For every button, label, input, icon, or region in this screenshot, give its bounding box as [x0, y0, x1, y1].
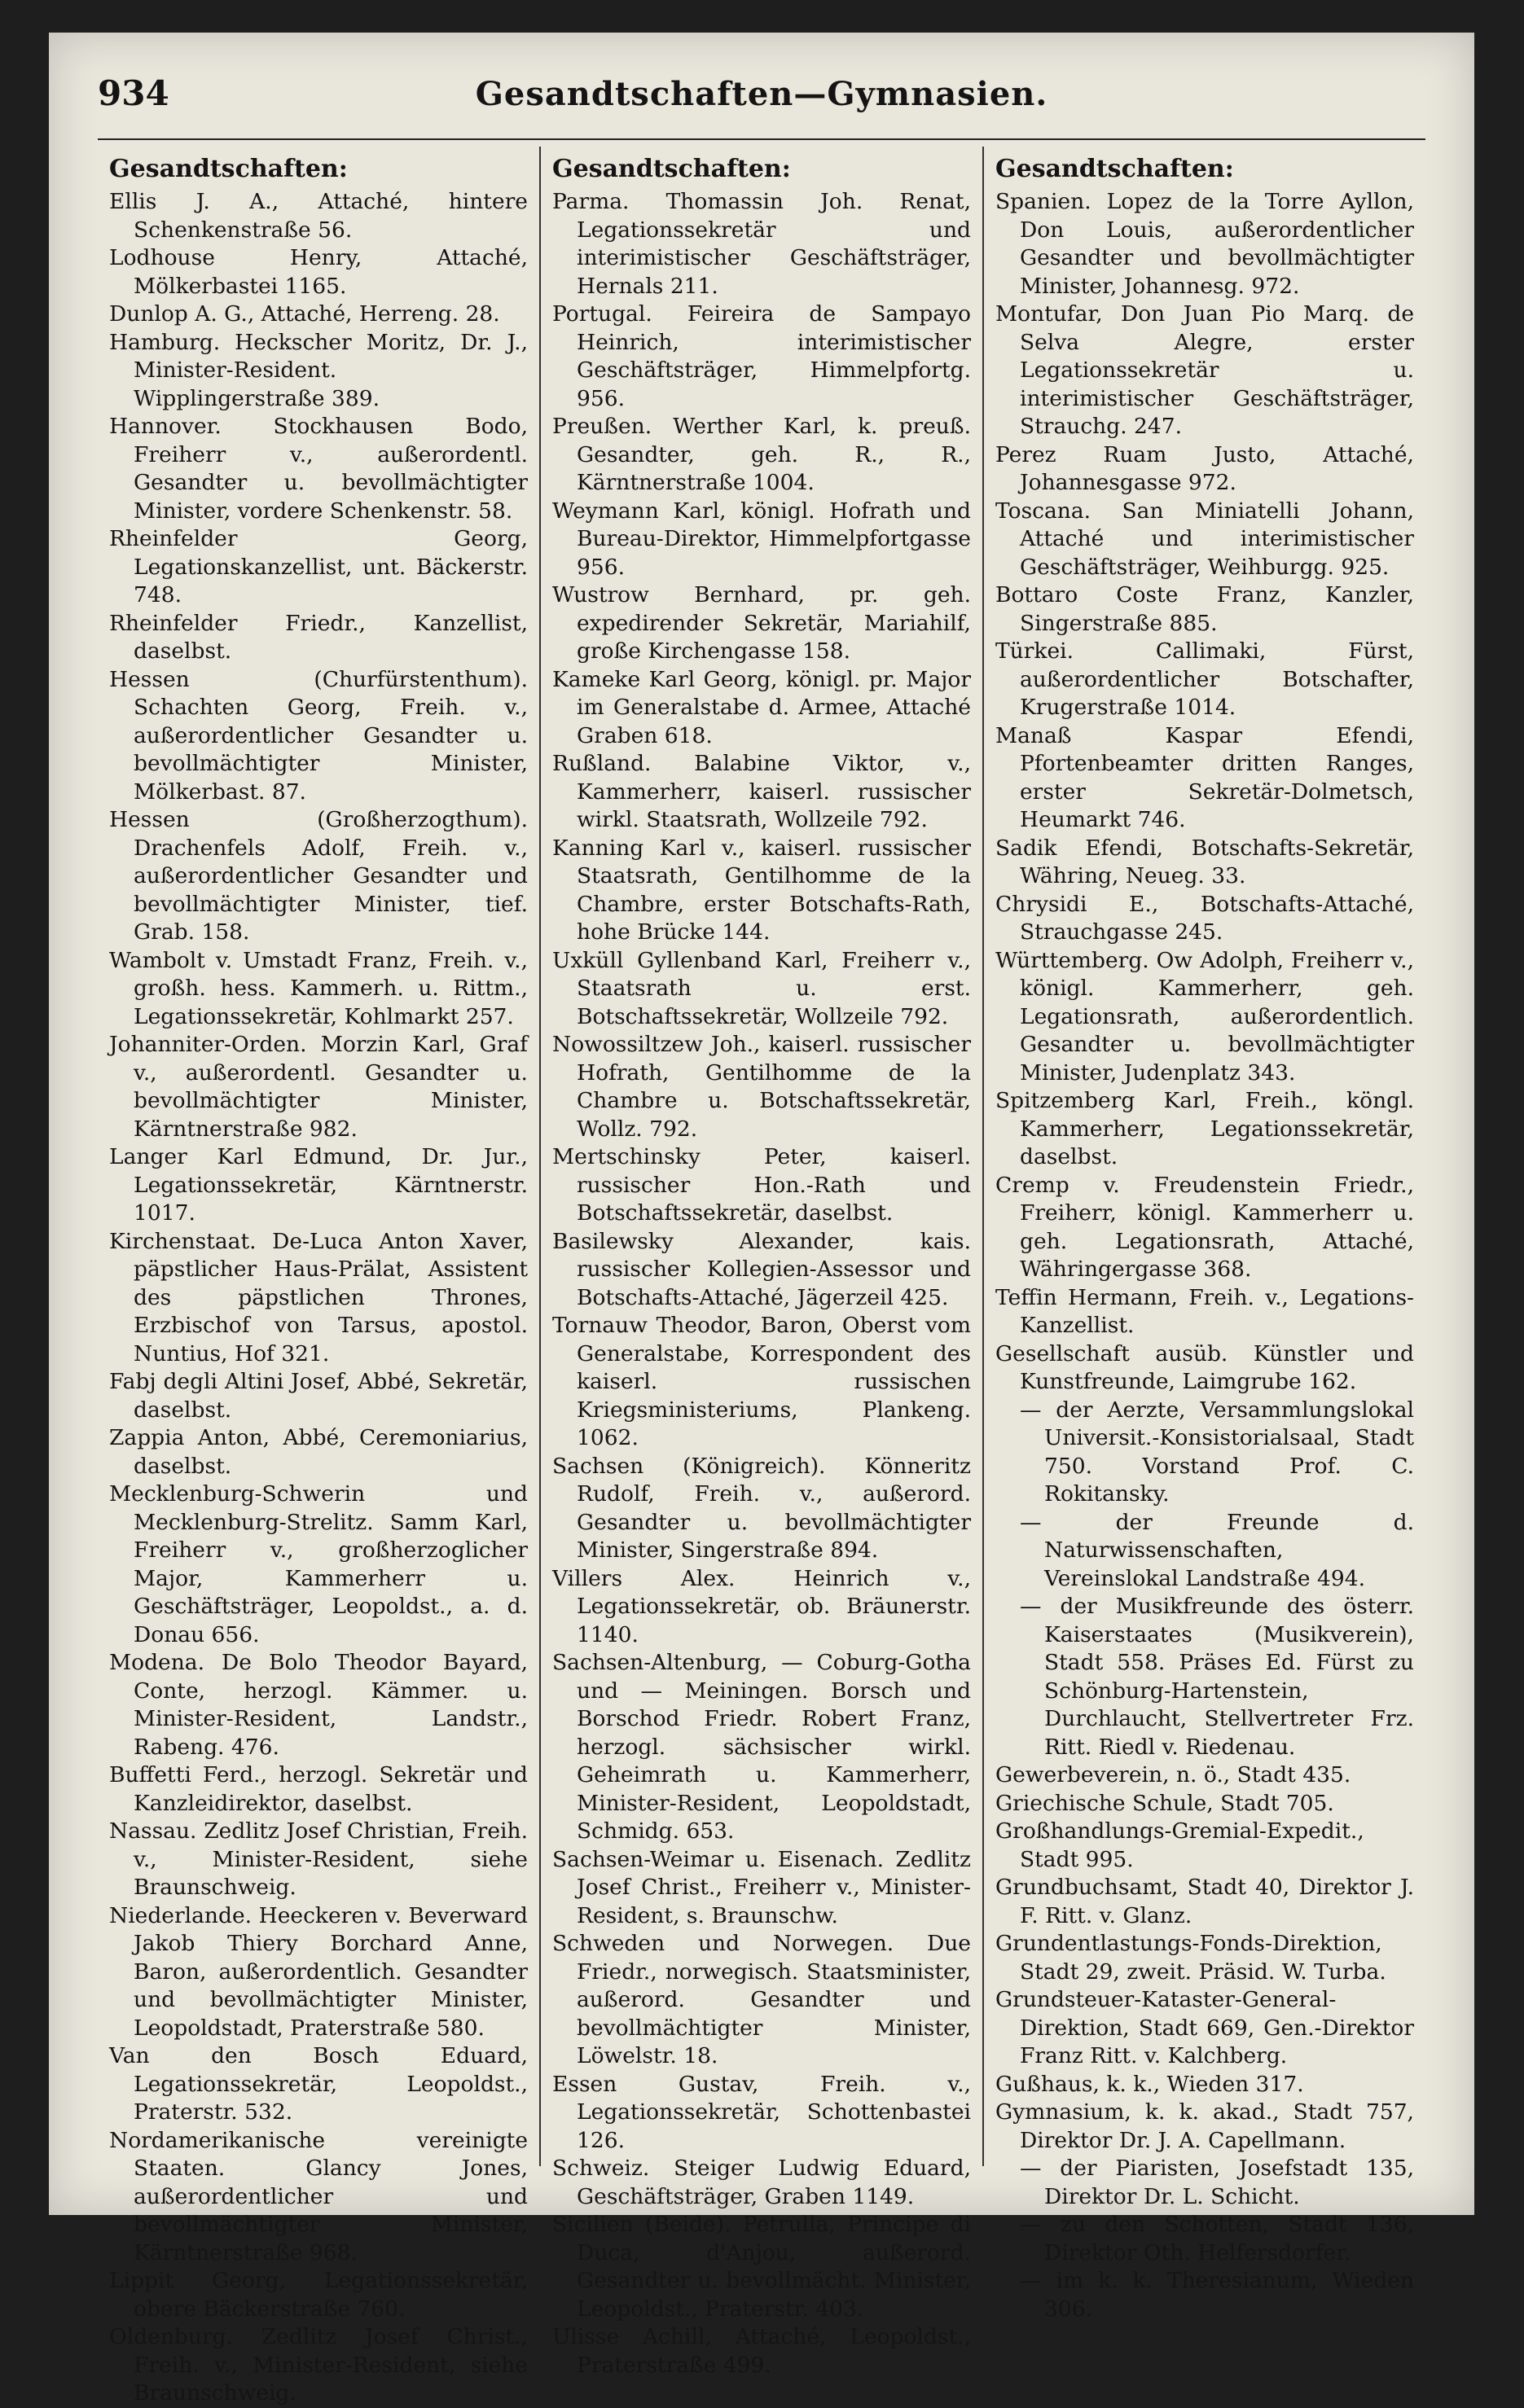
directory-entry: Grundsteuer-Kataster-General-Direktion, Stadt 669, Gen.-Direktor Franz Ritt. v. Kalchberg. [995, 1987, 1414, 2068]
directory-entry: Hessen (Churfürstenthum). Schachten Georg, Freih. v., außerordentlicher Gesandter u. bevollmächtigter Minister, Mölkerbast. 87. [109, 666, 528, 805]
directory-entry: Essen Gustav, Freih. v., Legationssekretär, Schottenbastei 126. [552, 2071, 971, 2153]
directory-entry: Niederlande. Heeckeren v. Beverward Jakob Thiery Borchard Anne, Baron, außerordentlich. Gesandter und bevollmächtigter Minister, Leopoldstadt, Praterstraße 580. [109, 1902, 528, 2041]
directory-entry: Ellis J. A., Attaché, hintere Schenkenstraße 56. [109, 189, 528, 243]
directory-entry: Sachsen (Königreich). Könneritz Rudolf, Freih. v., außerord. Gesandter u. bevollmächtigter Minister, Singerstraße 894. [552, 1453, 971, 1563]
column-right [984, 147, 1425, 2322]
directory-entry: Württemberg. Ow Adolph, Freiherr v., königl. Kammerherr, geh. Legationsrath, außerordentlich. Gesandter u. bevollmächtigter Minister, Judenplatz 343. [995, 947, 1414, 1086]
directory-entry: Sicilien (Beide). Petrulla, Principe di Duca, d'Anjou, außerord. Gesandter u. bevollmächt. Minister, Leopoldst., Praterstr. 403. [552, 2212, 971, 2322]
directory-entry: Zappia Anton, Abbé, Ceremoniarius, daselbst. [109, 1425, 528, 1479]
directory-entry: Nordamerikanische vereinigte Staaten. Glancy Jones, außerordentlicher und bevollmächtigter Minister, Kärntnerstraße 968. [109, 2127, 528, 2265]
directory-entry: Toscana. San Miniatelli Johann, Attaché und interimistischer Geschäftsträger, Weihburgg. 925. [995, 498, 1414, 580]
directory-entry: — im k. k. Theresianum, Wieden 306. [1020, 2268, 1414, 2322]
directory-entry: Modena. De Bolo Theodor Bayard, Conte, herzogl. Kämmer. u. Minister-Resident, Landstr., Rabeng. 476. [109, 1650, 528, 1760]
directory-entry: Portugal. Feireira de Sampayo Heinrich, interimistischer Geschäftsträger, Himmelpfortg. 956. [552, 301, 971, 411]
directory-entry: Sadik Efendi, Botschafts-Sekretär, Währing, Neueg. 33. [995, 835, 1414, 888]
page-number: 934 [98, 73, 169, 113]
directory-entry: Gesellschaft ausüb. Künstler und Kunstfreunde, Laimgrube 162. [995, 1340, 1414, 1394]
directory-entry: Türkei. Callimaki, Fürst, außerordentlicher Botschafter, Krugerstraße 1014. [995, 638, 1414, 720]
directory-entry: Gewerbeverein, n. ö., Stadt 435. [995, 1762, 1351, 1787]
directory-entry: Van den Bosch Eduard, Legationssekretär, Leopoldst., Praterstr. 532. [109, 2043, 528, 2125]
directory-entry: — zu den Schotten, Stadt 136, Direktor Oth. Helfersdorfer. [1020, 2212, 1414, 2265]
directory-entry: Griechische Schule, Stadt 705. [995, 1790, 1334, 1816]
directory-entry: Perez Ruam Justo, Attaché, Johannesgasse 972. [995, 441, 1414, 495]
directory-entry: Dunlop A. G., Attaché, Herreng. 28. [109, 301, 500, 327]
directory-entry: Tornauw Theodor, Baron, Oberst vom Generalstabe, Korrespondent des kaiserl. russischen Kriegsministeriums, Plankeng. 1062. [552, 1313, 971, 1450]
directory-entry: Buffetti Ferd., herzogl. Sekretär und Kanzleidirektor, daselbst. [109, 1762, 528, 1816]
directory-entry: Teffin Hermann, Freih. v., Legations-Kanzellist. [995, 1284, 1414, 1338]
column-middle [541, 147, 984, 2378]
page-header [98, 65, 1425, 140]
directory-entry: Langer Karl Edmund, Dr. Jur., Legationssekretär, Kärntnerstr. 1017. [109, 1144, 528, 1226]
column-heading: Gesandtschaften: [109, 155, 348, 183]
directory-entry: Parma. Thomassin Joh. Renat, Legationssekretär und interimistischer Geschäftsträger, Hernals 211. [552, 189, 971, 299]
directory-entry: Chrysidi E., Botschafts-Attaché, Strauchgasse 245. [995, 891, 1414, 945]
directory-entry: Hannover. Stockhausen Bodo, Freiherr v., außerordentl. Gesandter u. bevollmächtigter Minister, vordere Schenkenstr. 58. [109, 414, 528, 524]
running-title: Gesandtschaften—Gymnasien. [475, 75, 1048, 113]
directory-entry: — der Piaristen, Josefstadt 135, Direktor Dr. L. Schicht. [1020, 2156, 1414, 2209]
directory-entry: Lippit Georg, Legationssekretär, obere Bäckerstraße 760. [109, 2268, 528, 2322]
directory-entry: Oldenburg. Zedlitz Josef Christ., Freih. v., Minister-Resident, siehe Braunschweig. [109, 2324, 528, 2406]
directory-entry: Schweiz. Steiger Ludwig Eduard, Geschäftsträger, Graben 1149. [552, 2156, 971, 2209]
directory-entry: Wustrow Bernhard, pr. geh. expedirender Sekretär, Mariahilf, große Kirchengasse 158. [552, 582, 971, 664]
directory-entry: Weymann Karl, königl. Hofrath und Bureau-Direktor, Himmelpfortgasse 956. [552, 498, 971, 580]
directory-entry: Mecklenburg-Schwerin und Mecklenburg-Strelitz. Samm Karl, Freiherr v., großherzoglicher Major, Kammerherr u. Geschäftsträger, Leopoldst., a. d. Donau 656. [109, 1481, 528, 1647]
directory-entry: — der Freunde d. Naturwissenschaften, Vereinslokal Landstraße 494. [1020, 1509, 1414, 1591]
directory-entry: Johanniter-Orden. Morzin Karl, Graf v., außerordentl. Gesandter u. bevollmächtigter Minister, Kärntnerstraße 982. [109, 1032, 528, 1142]
column-left [98, 147, 541, 2406]
directory-entry: Rheinfelder Georg, Legationskanzellist, unt. Bäckerstr. 748. [109, 526, 528, 607]
directory-entry: Montufar, Don Juan Pio Marq. de Selva Alegre, erster Legationssekretär u. interimistischer Geschäftsträger, Strauchg. 247. [995, 301, 1414, 439]
directory-entry: Rheinfelder Friedr., Kanzellist, daselbst. [109, 610, 528, 664]
columns [98, 147, 1425, 2406]
directory-entry: Großhandlungs-Gremial-Expedit., Stadt 995. [995, 1818, 1364, 1872]
directory-entry: Spitzemberg Karl, Freih., köngl. Kammerherr, Legationssekretär, daselbst. [995, 1088, 1414, 1169]
directory-entry: Kameke Karl Georg, königl. pr. Major im Generalstabe d. Armee, Attaché Graben 618. [552, 666, 971, 748]
directory-entry: Rußland. Balabine Viktor, v., Kammerherr, kaiserl. russischer wirkl. Staatsrath, Wollzeile 792. [552, 751, 971, 832]
directory-entry: Kirchenstaat. De-Luca Anton Xaver, päpstlicher Haus-Prälat, Assistent des päpstlichen Thrones, Erzbischof von Tarsus, apostol. Nuntius, Hof 321. [109, 1228, 528, 1366]
directory-entry: Manaß Kaspar Efendi, Pfortenbeamter dritten Ranges, erster Sekretär-Dolmetsch, Heumarkt 746. [995, 722, 1414, 832]
directory-entry: Kanning Karl v., kaiserl. russischer Staatsrath, Gentilhomme de la Chambre, erster Botschafts-Rath, hohe Brücke 144. [552, 835, 971, 945]
directory-entry: Villers Alex. Heinrich v., Legationssekretär, ob. Bräunerstr. 1140. [552, 1565, 971, 1647]
directory-entry: — der Aerzte, Versammlungslokal Universit.-Konsistorialsaal, Stadt 750. Vorstand Prof. C. Rokitansky. [1020, 1397, 1414, 1507]
book-page [49, 33, 1474, 2406]
directory-entry: Basilewsky Alexander, kais. russischer Kollegien-Assessor und Botschafts-Attaché, Jägerzeil 425. [552, 1228, 971, 1310]
directory-entry: Fabj degli Altini Josef, Abbé, Sekretär, daselbst. [109, 1369, 528, 1423]
directory-entry: Grundentlastungs-Fonds-Direktion, Stadt 29, zweit. Präsid. W. Turba. [995, 1931, 1386, 1985]
directory-entry: Spanien. Lopez de la Torre Ayllon, Don Louis, außerordentlicher Gesandter und bevollmächtigter Minister, Johannesg. 972. [995, 189, 1414, 299]
column-heading: Gesandtschaften: [552, 155, 791, 183]
directory-entry: Schweden und Norwegen. Due Friedr., norwegisch. Staatsminister, außerord. Gesandter und bevollmächtigter Minister, Löwelstr. 18. [552, 1931, 971, 2068]
directory-entry: Gußhaus, k. k., Wieden 317. [995, 2071, 1304, 2097]
directory-entry: Mertschinsky Peter, kaiserl. russischer Hon.-Rath und Botschaftssekretär, daselbst. [552, 1144, 971, 1226]
directory-entry: Preußen. Werther Karl, k. preuß. Gesandter, geh. R., R., Kärntnerstraße 1004. [552, 414, 971, 495]
directory-entry: Grundbuchsamt, Stadt 40, Direktor J. F. Ritt. v. Glanz. [995, 1875, 1414, 1928]
directory-entry: — der Musikfreunde des österr. Kaiserstaates (Musikverein), Stadt 558. Präses Ed. Fürst zu Schönburg-Hartenstein, Durchlaucht, Stellvertreter Frz. Ritt. Riedl v. Riedenau. [1020, 1594, 1414, 1760]
directory-entry: Sachsen-Weimar u. Eisenach. Zedlitz Josef Christ., Freiherr v., Minister-Resident, s. Braunschw. [552, 1846, 971, 1928]
directory-entry: Cremp v. Freudenstein Friedr., Freiherr, königl. Kammerherr u. geh. Legationsrath, Attaché, Währingergasse 368. [995, 1172, 1414, 1282]
directory-entry: Wambolt v. Umstadt Franz, Freih. v., großh. hess. Kammerh. u. Rittm., Legationssekretär, Kohlmarkt 257. [109, 947, 528, 1029]
directory-entry: Hessen (Großherzogthum). Drachenfels Adolf, Freih. v., außerordentlicher Gesandter und bevollmächtigter Minister, tief. Grab. 158. [109, 807, 528, 945]
directory-entry: Bottaro Coste Franz, Kanzler, Singerstraße 885. [995, 582, 1414, 636]
directory-entry: Hamburg. Heckscher Moritz, Dr. J., Minister-Resident. Wipplingerstraße 389. [109, 329, 528, 411]
column-heading: Gesandtschaften: [995, 155, 1234, 183]
directory-entry: Gymnasium, k. k. akad., Stadt 757, Direktor Dr. J. A. Capellmann. [995, 2099, 1414, 2153]
directory-entry: Lodhouse Henry, Attaché, Mölkerbastei 1165. [109, 245, 528, 299]
directory-entry: Uxküll Gyllenband Karl, Freiherr v., Staatsrath u. erst. Botschaftssekretär, Wollzeile 792. [552, 947, 971, 1029]
directory-entry: Sachsen-Altenburg, — Coburg-Gotha und — Meiningen. Borsch und Borschod Friedr. Robert Franz, herzogl. sächsischer wirkl. Geheimrath u. Kammerherr, Minister-Resident, Leopoldstadt, Schmidg. 653. [552, 1650, 971, 1844]
directory-entry: Ulisse Achill, Attaché, Leopoldst., Praterstraße 499. [552, 2324, 971, 2378]
directory-entry: Nassau. Zedlitz Josef Christian, Freih. v., Minister-Resident, siehe Braunschweig. [109, 1818, 528, 1900]
directory-entry: Nowossiltzew Joh., kaiserl. russischer Hofrath, Gentilhomme de la Chambre u. Botschaftssekretär, Wollz. 792. [552, 1032, 971, 1142]
